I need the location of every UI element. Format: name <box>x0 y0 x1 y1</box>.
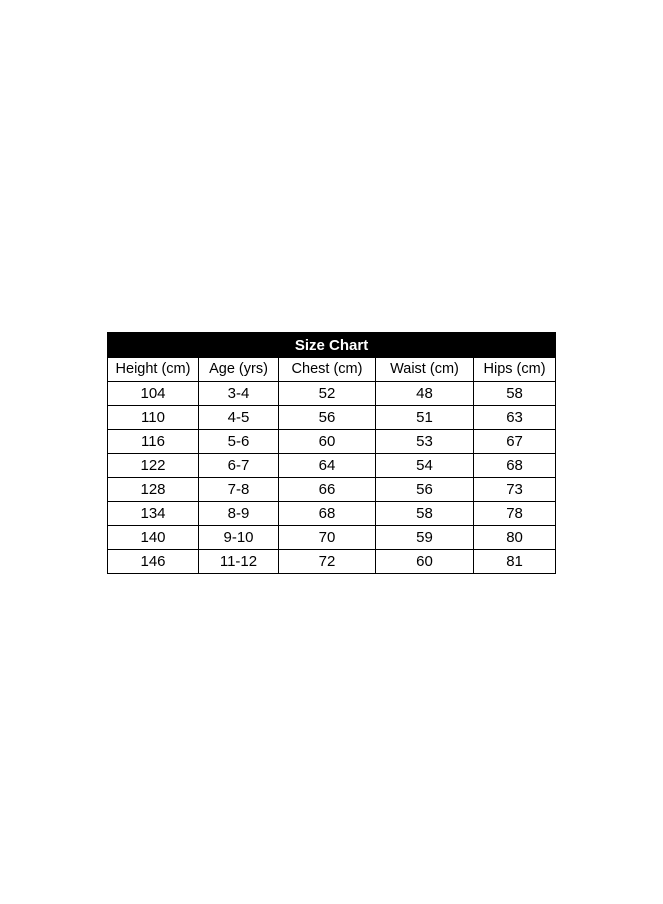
cell-age: 4-5 <box>199 406 279 430</box>
size-chart-table <box>107 332 556 574</box>
cell-waist: 58 <box>376 502 474 526</box>
table-row <box>108 382 556 406</box>
cell-chest: 64 <box>279 454 376 478</box>
cell-chest: 52 <box>279 382 376 406</box>
title-row <box>108 333 556 358</box>
table-row <box>108 478 556 502</box>
cell-age: 5-6 <box>199 430 279 454</box>
cell-waist: 56 <box>376 478 474 502</box>
cell-age: 6-7 <box>199 454 279 478</box>
cell-age: 3-4 <box>199 382 279 406</box>
table-row <box>108 526 556 550</box>
table-row <box>108 406 556 430</box>
cell-height: 140 <box>108 526 199 550</box>
cell-hips: 80 <box>474 526 556 550</box>
cell-waist: 48 <box>376 382 474 406</box>
column-header-age: Age (yrs) <box>199 358 279 382</box>
cell-chest: 56 <box>279 406 376 430</box>
column-header-hips: Hips (cm) <box>474 358 556 382</box>
cell-hips: 73 <box>474 478 556 502</box>
cell-waist: 60 <box>376 550 474 574</box>
column-header-height: Height (cm) <box>108 358 199 382</box>
cell-hips: 81 <box>474 550 556 574</box>
cell-height: 122 <box>108 454 199 478</box>
cell-height: 134 <box>108 502 199 526</box>
cell-waist: 54 <box>376 454 474 478</box>
cell-chest: 72 <box>279 550 376 574</box>
table-row <box>108 502 556 526</box>
table-title: Size Chart <box>108 333 556 358</box>
cell-height: 146 <box>108 550 199 574</box>
cell-chest: 70 <box>279 526 376 550</box>
table-row <box>108 454 556 478</box>
cell-waist: 59 <box>376 526 474 550</box>
cell-height: 110 <box>108 406 199 430</box>
cell-height: 104 <box>108 382 199 406</box>
table-row <box>108 430 556 454</box>
table-row <box>108 550 556 574</box>
cell-hips: 67 <box>474 430 556 454</box>
header-row <box>108 358 556 382</box>
cell-age: 7-8 <box>199 478 279 502</box>
cell-hips: 68 <box>474 454 556 478</box>
cell-height: 116 <box>108 430 199 454</box>
cell-age: 9-10 <box>199 526 279 550</box>
cell-hips: 63 <box>474 406 556 430</box>
cell-hips: 58 <box>474 382 556 406</box>
cell-hips: 78 <box>474 502 556 526</box>
cell-chest: 60 <box>279 430 376 454</box>
cell-chest: 66 <box>279 478 376 502</box>
column-header-waist: Waist (cm) <box>376 358 474 382</box>
cell-height: 128 <box>108 478 199 502</box>
cell-age: 11-12 <box>199 550 279 574</box>
column-header-chest: Chest (cm) <box>279 358 376 382</box>
cell-age: 8-9 <box>199 502 279 526</box>
cell-chest: 68 <box>279 502 376 526</box>
cell-waist: 53 <box>376 430 474 454</box>
cell-waist: 51 <box>376 406 474 430</box>
